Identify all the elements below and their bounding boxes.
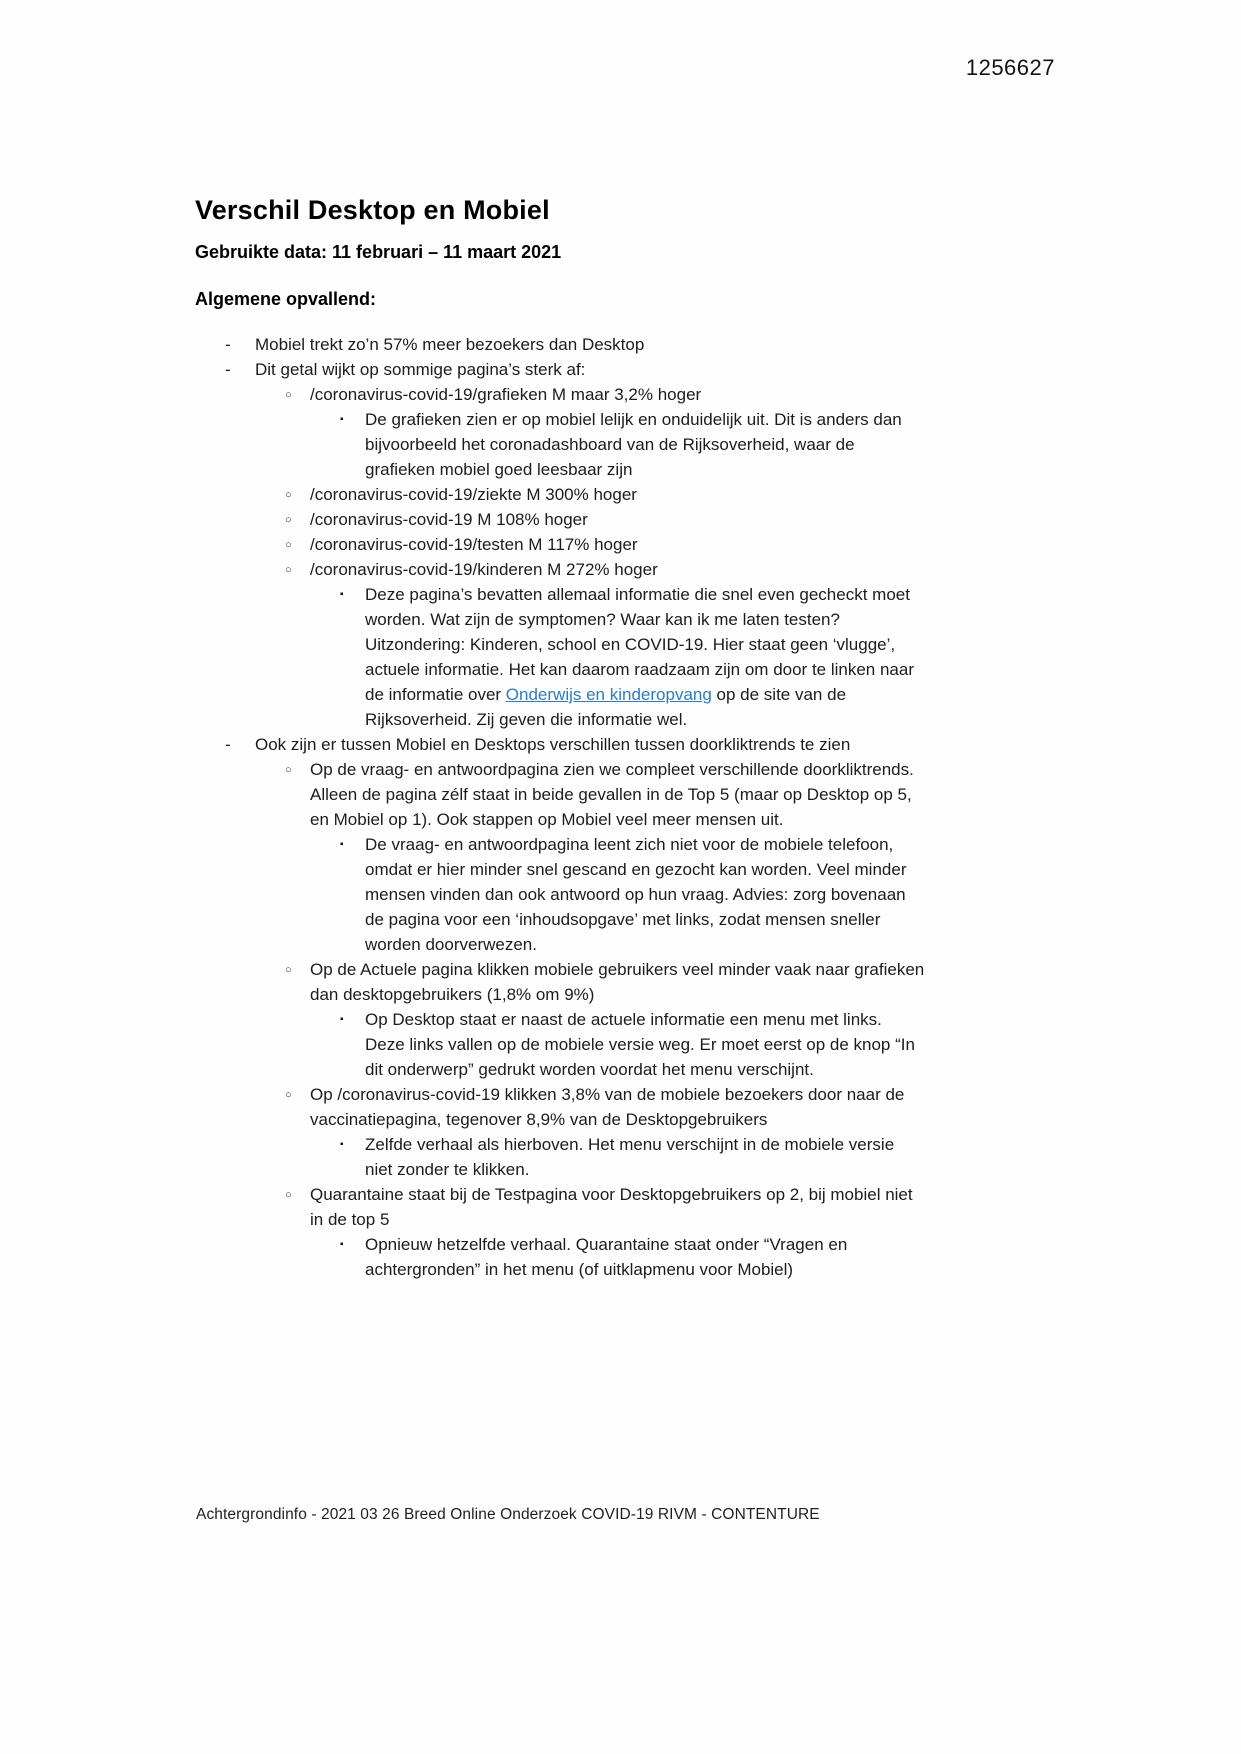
list-item-text: Op /coronavirus-covid-19 klikken 3,8% van de mobiele bezoekers door naar de vaccinatiepagina, tegenover 8,9% van de Desktopgebruikers bbox=[310, 1085, 905, 1129]
list-item-text: Zelfde verhaal als hierboven. Het menu verschijnt in de mobiele versie niet zonder te klikken. bbox=[365, 1135, 895, 1179]
circle-bullet-icon: ○ bbox=[285, 764, 292, 776]
list-item bbox=[285, 957, 955, 1007]
circle-bullet-icon: ○ bbox=[285, 1089, 292, 1101]
list-item-text bbox=[365, 582, 922, 732]
dash-bullet-icon: - bbox=[225, 335, 231, 354]
outline-list bbox=[195, 332, 955, 1282]
list-item-text: Opnieuw hetzelfde verhaal. Quarantaine staat onder “Vragen en achtergronden” in het menu (of uitklapmenu voor Mobiel) bbox=[365, 1235, 848, 1279]
circle-bullet-icon: ○ bbox=[285, 514, 292, 526]
list-item bbox=[340, 832, 955, 957]
circle-bullet-icon: ○ bbox=[285, 489, 292, 501]
square-bullet-icon: ▪ bbox=[340, 589, 344, 600]
dash-bullet-icon: - bbox=[225, 360, 231, 379]
list-item bbox=[340, 407, 955, 482]
list-item bbox=[340, 1132, 955, 1182]
list-item bbox=[285, 1182, 955, 1232]
list-item-text: Quarantaine staat bij de Testpagina voor Desktopgebruikers op 2, bij mobiel niet in de top 5 bbox=[310, 1185, 913, 1229]
list-item-text: /coronavirus-covid-19/grafieken M maar 3,2% hoger bbox=[310, 385, 702, 404]
list-item bbox=[285, 532, 955, 557]
list-item bbox=[285, 482, 955, 507]
list-item-text: Mobiel trekt zo’n 57% meer bezoekers dan Desktop bbox=[255, 335, 645, 354]
circle-bullet-icon: ○ bbox=[285, 1189, 292, 1201]
list-item bbox=[225, 732, 955, 757]
square-bullet-icon: ▪ bbox=[340, 1014, 344, 1025]
list-item bbox=[285, 507, 955, 532]
document-content bbox=[195, 195, 955, 1282]
list-item-text: /coronavirus-covid-19 M 108% hoger bbox=[310, 510, 588, 529]
list-item-text: Op de vraag- en antwoordpagina zien we compleet verschillende doorkliktrends. Alleen de pagina zélf staat in beide gevallen in de Top 5 (maar op Desktop op 5, en Mobiel op 1). Ook stappen op Mobiel veel meer mensen uit. bbox=[310, 760, 914, 829]
text-before-link: Deze pagina’s bevatten allemaal informatie die snel even gecheckt moet worden. Wat zijn de symptomen? Waar kan ik me laten testen? Uitzondering: Kinderen, school en COVID-19. Hier staat geen ‘vlugge’, actuele informatie. Het kan daarom raadzaam zijn om door te linken naar de informatie over bbox=[365, 585, 915, 704]
data-range-subtitle: Gebruikte data: 11 februari – 11 maart 2021 bbox=[195, 242, 562, 262]
list-item bbox=[285, 757, 955, 832]
list-item bbox=[285, 557, 955, 582]
page-number: 1256627 bbox=[965, 55, 1055, 80]
list-item-text: De grafieken zien er op mobiel lelijk en onduidelijk uit. Dit is anders dan bijvoorbeeld het coronadashboard van de Rijksoverheid, waar de grafieken mobiel goed leesbaar zijn bbox=[365, 410, 902, 479]
square-bullet-icon: ▪ bbox=[340, 839, 344, 850]
list-item-text: Dit getal wijkt op sommige pagina’s sterk af: bbox=[255, 360, 586, 379]
list-item bbox=[225, 357, 955, 382]
circle-bullet-icon: ○ bbox=[285, 539, 292, 551]
dash-bullet-icon: - bbox=[225, 735, 231, 754]
circle-bullet-icon: ○ bbox=[285, 964, 292, 976]
list-item-text: /coronavirus-covid-19/testen M 117% hoger bbox=[310, 535, 638, 554]
list-item-text: De vraag- en antwoordpagina leent zich niet voor de mobiele telefoon, omdat er hier minder snel gescand en gezocht kan worden. Veel minder mensen vinden dan ook antwoord op hun vraag. Advies: zorg bovenaan de pagina voor een ‘inhoudsopgave’ met links, zodat mensen sneller worden doorverwezen. bbox=[365, 835, 907, 954]
list-item bbox=[285, 1082, 955, 1132]
list-item bbox=[340, 1007, 955, 1082]
list-item-text: /coronavirus-covid-19/ziekte M 300% hoger bbox=[310, 485, 637, 504]
list-item bbox=[340, 1232, 955, 1282]
list-item-text: Ook zijn er tussen Mobiel en Desktops verschillen tussen doorkliktrends te zien bbox=[255, 735, 851, 754]
footer-text: Achtergrondinfo - 2021 03 26 Breed Online Onderzoek COVID-19 RIVM - CONTENTURE bbox=[196, 1506, 820, 1523]
list-item-text: Op de Actuele pagina klikken mobiele gebruikers veel minder vaak naar grafieken dan desktopgebruikers (1,8% om 9%) bbox=[310, 960, 925, 1004]
text-after-link: op de site van de Rijksoverheid. Zij geven die informatie wel. bbox=[365, 685, 847, 729]
onderwijs-en-kinderopvang-link[interactable]: Onderwijs en kinderopvang bbox=[505, 685, 712, 704]
list-item bbox=[340, 582, 955, 732]
document-title: Verschil Desktop en Mobiel bbox=[195, 195, 550, 225]
square-bullet-icon: ▪ bbox=[340, 1239, 344, 1250]
list-item bbox=[225, 332, 955, 357]
list-item-text: /coronavirus-covid-19/kinderen M 272% hoger bbox=[310, 560, 658, 579]
circle-bullet-icon: ○ bbox=[285, 389, 292, 401]
section-heading: Algemene opvallend: bbox=[195, 289, 377, 309]
circle-bullet-icon: ○ bbox=[285, 564, 292, 576]
list-item-text: Op Desktop staat er naast de actuele informatie een menu met links. Deze links vallen op de mobiele versie weg. Er moet eerst op de knop “In dit onderwerp” gedrukt worden voordat het menu verschijnt. bbox=[365, 1010, 915, 1079]
list-item bbox=[285, 382, 955, 407]
square-bullet-icon: ▪ bbox=[340, 1139, 344, 1150]
square-bullet-icon: ▪ bbox=[340, 414, 344, 425]
